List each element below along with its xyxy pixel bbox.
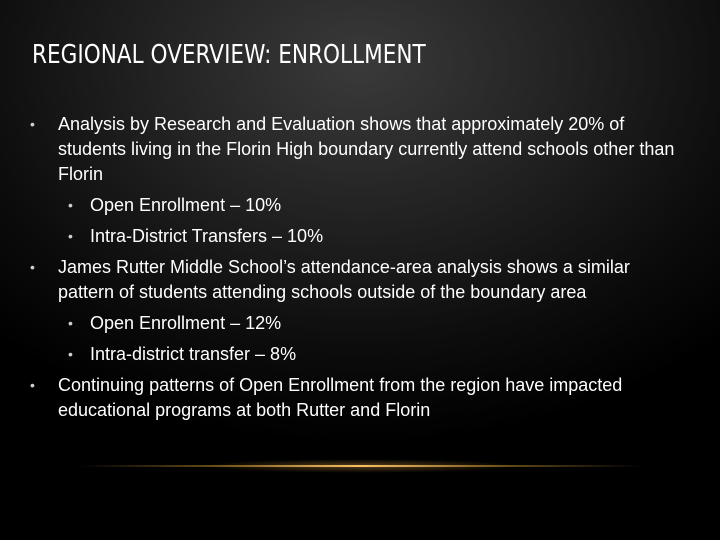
sub-bullet-text: Open Enrollment – 10%	[90, 195, 282, 215]
sub-bullet-item	[30, 224, 690, 249]
bullet-dot-icon: •	[68, 315, 73, 331]
bullet-dot-icon: •	[30, 377, 35, 393]
sub-bullet-text: Intra-District Transfers – 10%	[90, 226, 324, 246]
slide-title: REGIONAL OVERVIEW: ENROLLMENT	[32, 40, 426, 70]
sub-bullet-text: Open Enrollment – 12%	[90, 313, 282, 333]
bullet-dot-icon: •	[30, 116, 35, 132]
sub-bullet-item	[30, 311, 690, 336]
bullet-dot-icon: •	[68, 346, 73, 362]
bullet-item	[30, 112, 690, 187]
bullet-dot-icon: •	[30, 259, 35, 275]
bullet-item	[30, 373, 690, 423]
bullet-item	[30, 255, 690, 305]
bullet-list	[30, 112, 690, 429]
bullet-dot-icon: •	[68, 228, 73, 244]
sub-bullet-item	[30, 193, 690, 218]
sub-bullet-text: Intra-district transfer – 8%	[90, 344, 297, 364]
accent-divider	[80, 465, 640, 467]
bullet-text: Continuing patterns of Open Enrollment from the region have impacted educational programs at both Rutter and Florin	[58, 375, 623, 420]
sub-bullet-item	[30, 342, 690, 367]
bullet-text: James Rutter Middle School’s attendance-area analysis shows a similar pattern of students attending schools outside of the boundary area	[58, 257, 630, 302]
bullet-dot-icon: •	[68, 197, 73, 213]
bullet-text: Analysis by Research and Evaluation shows that approximately 20% of students living in the Florin High boundary currently attend schools other than Florin	[58, 114, 675, 184]
